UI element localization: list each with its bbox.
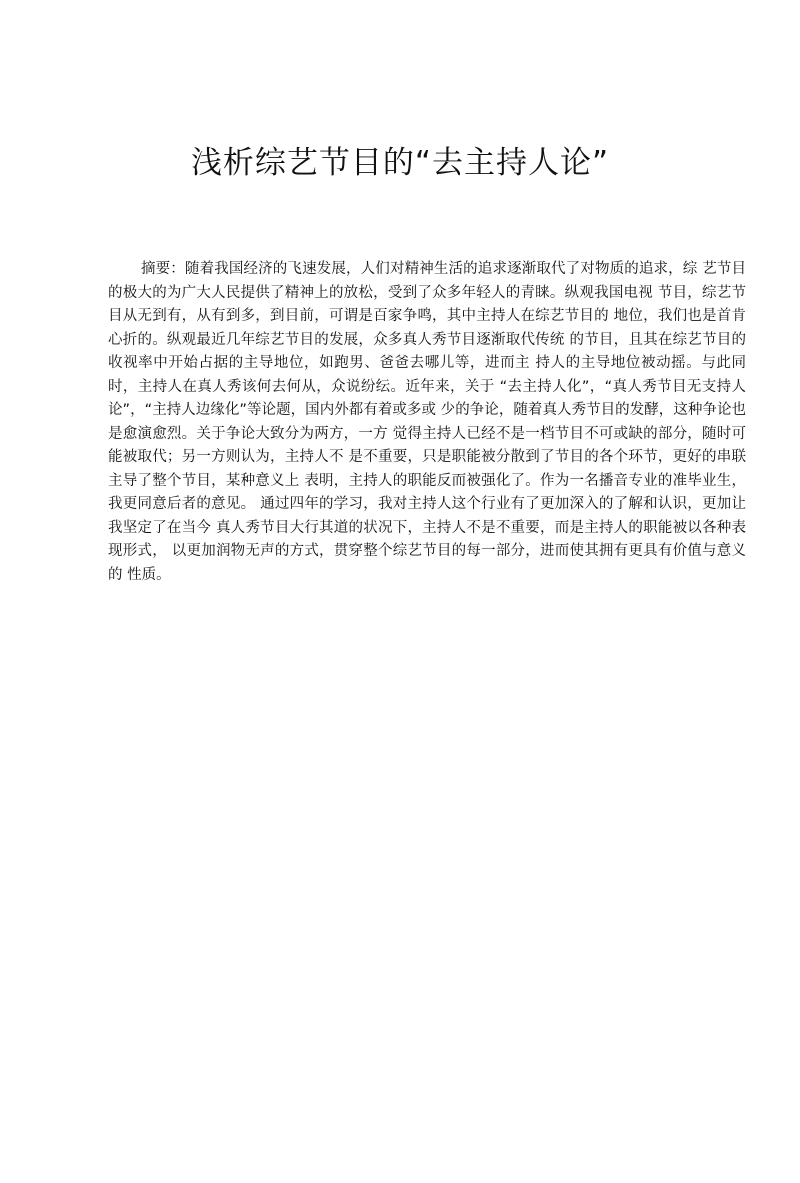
abstract-paragraph: 摘要：随着我国经济的飞速发展，人们对精神生活的追求逐渐取代了对物质的追求，综 艺节目的极大的为广大人民提供了精神上的放松，受到了众多年轻人的青睐。纵观我国电视 节目，综艺节目从无到有，从有到多，到目前，可谓是百家争鸣，其中主持人在综艺节目的 地位，我们也是首肯心折的。纵观最近几年综艺节目的发展，众多真人秀节目逐渐取代传统 的节目，且其在综艺节目的收视率中开始占据的主导地位，如跑男、爸爸去哪儿等，进而主 持人的主导地位被动摇。与此同时，主持人在真人秀该何去何从，众说纷纭。近年来，关于 “去主持人化”，“真人秀节目无支持人论”，“主持人边缘化”等论题，国内外都有着或多或 少的争论，随着真人秀节目的发酵，这种争论也是愈演愈烈。关于争论大致分为两方，一方 觉得主持人已经不是一档节目不可或缺的部分，随时可能被取代；另一方则认为，主持人不 是不重要，只是职能被分散到了节目的各个环节，更好的串联主导了整个节目，某种意义上 表明，主持人的职能反而被强化了。作为一名播音专业的准毕业生，我更同意后者的意见。 通过四年的学习，我对主持人这个行业有了更加深入的了解和认识，更加让我坚定了在当今 真人秀节目大行其道的状况下，主持人不是不重要，而是主持人的职能被以各种表现形式， 以更加润物无声的方式，贯穿整个综艺节目的每一部分，进而使其拥有更具有价值与意义的 性质。 — [108, 261, 746, 583]
document-title: 浅析综艺节目的“去主持人论” — [190, 145, 610, 181]
